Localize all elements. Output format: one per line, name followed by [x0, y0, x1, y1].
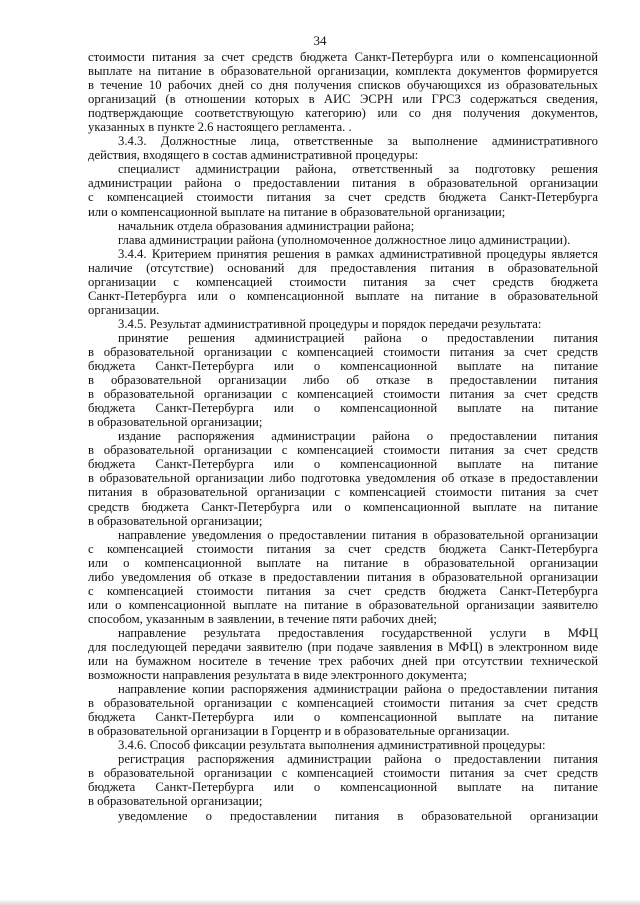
text-line: направление результата предоставления государственной услуги в МФЦ [118, 625, 598, 640]
text-line: с компенсацией стоимости питания за счет средств бюджета Санкт-Петербурга [88, 541, 598, 556]
text-line: способом, указанным в заявлении, в течение пяти рабочих дней; [88, 611, 437, 626]
text-line: глава администрации района (уполномоченное должностное лицо администрации). [118, 232, 571, 247]
section-heading: 3.4.6. Способ фиксации результата выполнения административной процедуры: [118, 738, 546, 753]
text-line: организации. [88, 302, 160, 317]
text-line: указанных в пункте 2.6 настоящего регламента. . [88, 120, 352, 135]
text-line: организации с компенсацией стоимости питания за счет средств бюджета [88, 274, 598, 289]
text-line: или о компенсационной выплате на питание в образовательной организации; [88, 204, 506, 219]
text-line: в течение 10 рабочих дней со дня получения списков обучающихся из образовательных [88, 78, 598, 93]
text-line: действия, входящего в состав административной процедуры: [88, 148, 419, 163]
page-number: 34 [313, 33, 327, 48]
section-heading: 3.4.3. Должностные лица, ответственные за выполнение административного [118, 134, 598, 149]
text-line: Санкт-Петербурга или о компенсационной выплате на питание в образовательной [88, 288, 598, 303]
text-line: организаций (в отношении которых в АИС ЭСРН или ГРСЗ содержаться сведения, [88, 92, 598, 107]
body-text [88, 50, 598, 823]
text-line: в образовательной организации; [88, 415, 263, 430]
text-line: или о компенсационной выплате на питание в образовательной организации [88, 555, 598, 570]
text-line: в образовательной организации либо подготовка уведомления об отказе в предоставлении [88, 471, 598, 486]
text-line: бюджета Санкт-Петербурга или о компенсационной выплате на питание [88, 710, 598, 725]
text-line: в образовательной организации с компенсацией стоимости питания за счет средств [88, 696, 598, 711]
text-line: начальник отдела образования администрации района; [118, 218, 415, 233]
text-line: регистрация распоряжения администрации района о предоставлении питания [118, 752, 598, 767]
text-line: в образовательной организации с компенсацией стоимости питания за счет средств [88, 766, 598, 781]
scan-edge [0, 899, 640, 905]
text-line: наличие (отсутствие) оснований для предоставления питания в образовательной [88, 260, 598, 275]
text-line: или на бумажном носителе в течение трех рабочих дней при отсутствии технической [88, 654, 598, 669]
text-line: администрации района о предоставлении питания в образовательной организации [88, 176, 598, 191]
text-line: бюджета Санкт-Петербурга или о компенсационной выплате на питание [88, 401, 598, 416]
text-line: в образовательной организации с компенсацией стоимости питания за счет средств [88, 387, 598, 402]
text-line: либо уведомления об отказе в предоставлении питания в образовательной организации [88, 569, 598, 584]
text-line: в образовательной организации; [88, 794, 263, 809]
text-line: стоимости питания за счет средств бюджета Санкт-Петербурга или о компенсационной [88, 50, 598, 64]
text-line: издание распоряжения администрации района о предоставлении питания [118, 429, 598, 444]
text-line: для последующей передачи заявителю (при подаче заявления в МФЦ) в электронном виде [88, 639, 598, 654]
text-line: специалист администрации района, ответственный за подготовку решения [118, 162, 598, 177]
text-line: уведомление о предоставлении питания в образовательной организации [118, 808, 598, 823]
text-line: с компенсацией стоимости питания за счет средств бюджета Санкт-Петербурга [88, 583, 598, 598]
text-line: подтверждающие соответствующую категорию) или со дня получения документов, [88, 106, 598, 121]
text-line: выплате на питание в образовательной организации, комплекта документов формируется [88, 64, 598, 79]
text-line: направление уведомления о предоставлении питания в образовательной организации [118, 527, 598, 542]
text-line: в образовательной организации; [88, 513, 263, 528]
section-heading: 3.4.4. Критерием принятия решения в рамках административной процедуры является [118, 246, 598, 261]
text-line: в образовательной организации с компенсацией стоимости питания за счет средств [88, 344, 598, 359]
text-line: в образовательной организации с компенсацией стоимости питания за счет средств [88, 443, 598, 458]
text-line: направление копии распоряжения администрации района о предоставлении питания [118, 682, 598, 697]
text-line: бюджета Санкт-Петербурга или о компенсационной выплате на питание [88, 457, 598, 472]
text-line: или о компенсационной выплате на питание в образовательной организации заявителю [88, 597, 598, 612]
text-line: бюджета Санкт-Петербурга или о компенсационной выплате на питание [88, 780, 598, 795]
text-line: питания в образовательной организации с компенсацией стоимости питания за счет [88, 485, 598, 500]
text-line: возможности направления результата в виде электронного документа; [88, 668, 468, 683]
text-line: принятие решения администрацией района о предоставлении питания [118, 330, 598, 345]
text-line: средств бюджета Санкт-Петербурга или о компенсационной выплате на питание [88, 499, 598, 514]
text-line: с компенсацией стоимости питания за счет средств бюджета Санкт-Петербурга [88, 190, 598, 205]
text-line: в образовательной организации в Горцентр и в образовательные организации. [88, 724, 510, 739]
text-line: бюджета Санкт-Петербурга или о компенсационной выплате на питание [88, 359, 598, 374]
text-line: в образовательной организации либо об отказе в предоставлении питания [88, 373, 598, 388]
section-heading: 3.4.5. Результат административной процедуры и порядок передачи результата: [118, 316, 542, 331]
